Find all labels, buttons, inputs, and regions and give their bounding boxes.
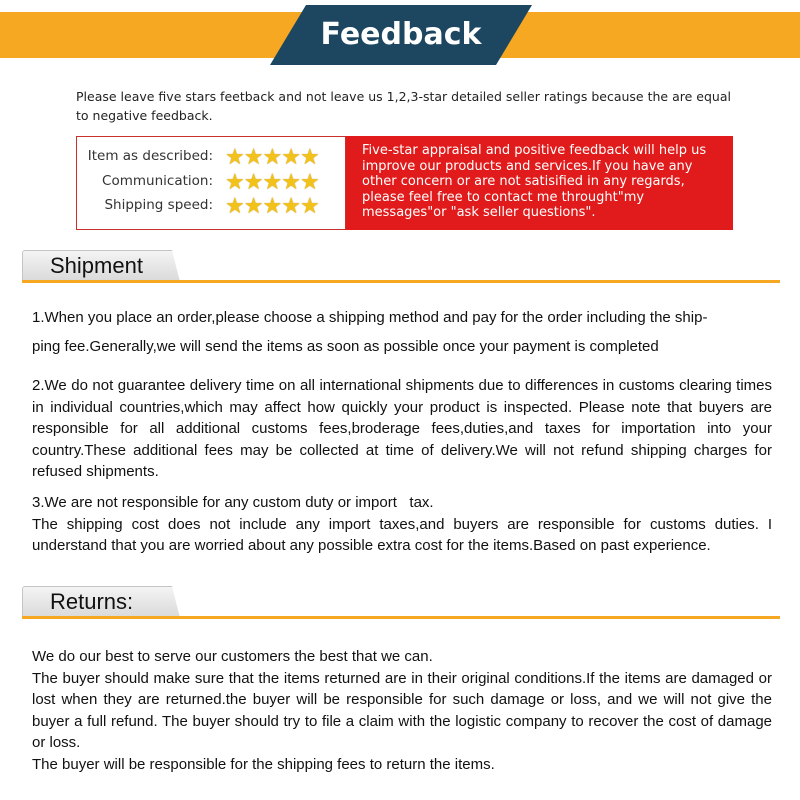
rating-row-communication xyxy=(77,170,345,194)
returns-p1: We do our best to serve our customers the best that we can. xyxy=(32,648,433,665)
shipment-p1-line1: 1.When you place an order,please choose a shipping method and pay for the order including the ship- xyxy=(32,309,708,326)
star-icon: ★ xyxy=(243,144,263,169)
star-icon: ★ xyxy=(281,144,300,169)
shipment-p3-body: The shipping cost does not include any import taxes,and buyers are responsible for customs duties. I understand that you are worried about any possible extra cost for the items.Based on past experience. xyxy=(32,515,772,554)
star-icon: ★ xyxy=(243,169,263,194)
star-icon: ★ xyxy=(243,193,263,218)
star-icon: ★ xyxy=(281,193,300,218)
star-icon: ★ xyxy=(299,144,319,169)
star-icon: ★ xyxy=(299,193,319,218)
shipment-p3-line1: 3.We are not responsible for any custom duty or import tax. xyxy=(32,494,434,511)
rating-label: Item as described: xyxy=(87,148,213,164)
returns-p2: The buyer should make sure that the items returned are in their original conditions.If the items are damaged or lost when they are returned.the buyer will be responsible for such damage or loss, and we will not give the buyer a full refund. The buyer should try to file a claim with the logistic company to recover the cost of damage or loss. xyxy=(32,669,772,751)
rating-label: Shipping speed: xyxy=(104,197,213,213)
star-icon: ★ xyxy=(281,169,300,194)
star-icon: ★ xyxy=(262,169,282,194)
feedback-notice: Five-star appraisal and positive feedback will help us improve our products and services.If you have any other concern or are not satisified in any regards, please feel free to contact me throught"my messages"or "ask seller questions". xyxy=(346,136,733,230)
star-icon: ★ xyxy=(225,193,244,218)
feedback-title: Feedback xyxy=(320,17,482,52)
five-star-icons xyxy=(225,170,319,194)
five-star-icons xyxy=(225,145,319,169)
returns-divider xyxy=(22,616,780,619)
five-star-icons xyxy=(225,194,319,218)
rating-row-item-described xyxy=(77,145,345,169)
shipment-paragraph-2: 2.We do not guarantee delivery time on all international shipments due to differences in customs clearing times in individual countries,which may affect how quickly your product is inspected. Please note that buyers are responsible for all additional customs fees,broderage fees,duties,and taxes for importation into your country.These additional fees may be collected at time of delivery.We will not refund shipping charges for refused shipments. xyxy=(32,377,772,480)
rating-label: Communication: xyxy=(102,173,213,189)
star-icon: ★ xyxy=(225,169,244,194)
shipment-p1-line2: ping fee.Generally,we will send the items as soon as possible once your payment is completed xyxy=(32,338,659,355)
returns-paragraph xyxy=(32,646,772,775)
shipment-paragraph-1 xyxy=(32,308,772,357)
returns-title: Returns: xyxy=(50,589,134,614)
shipment-title: Shipment xyxy=(50,253,143,278)
star-icon: ★ xyxy=(299,169,319,194)
feedback-intro: Please leave five stars feetback and not leave us 1,2,3-star detailed seller ratings because the are equal to negative feedback. xyxy=(76,89,731,123)
star-icon: ★ xyxy=(225,144,244,169)
shipment-divider xyxy=(22,280,780,283)
rating-box xyxy=(76,136,346,230)
shipment-paragraph-3 xyxy=(32,492,772,557)
star-icon: ★ xyxy=(262,193,282,218)
returns-p3: The buyer will be responsible for the shipping fees to return the items. xyxy=(32,755,495,773)
star-icon: ★ xyxy=(262,144,282,169)
rating-row-shipping-speed xyxy=(77,194,345,218)
